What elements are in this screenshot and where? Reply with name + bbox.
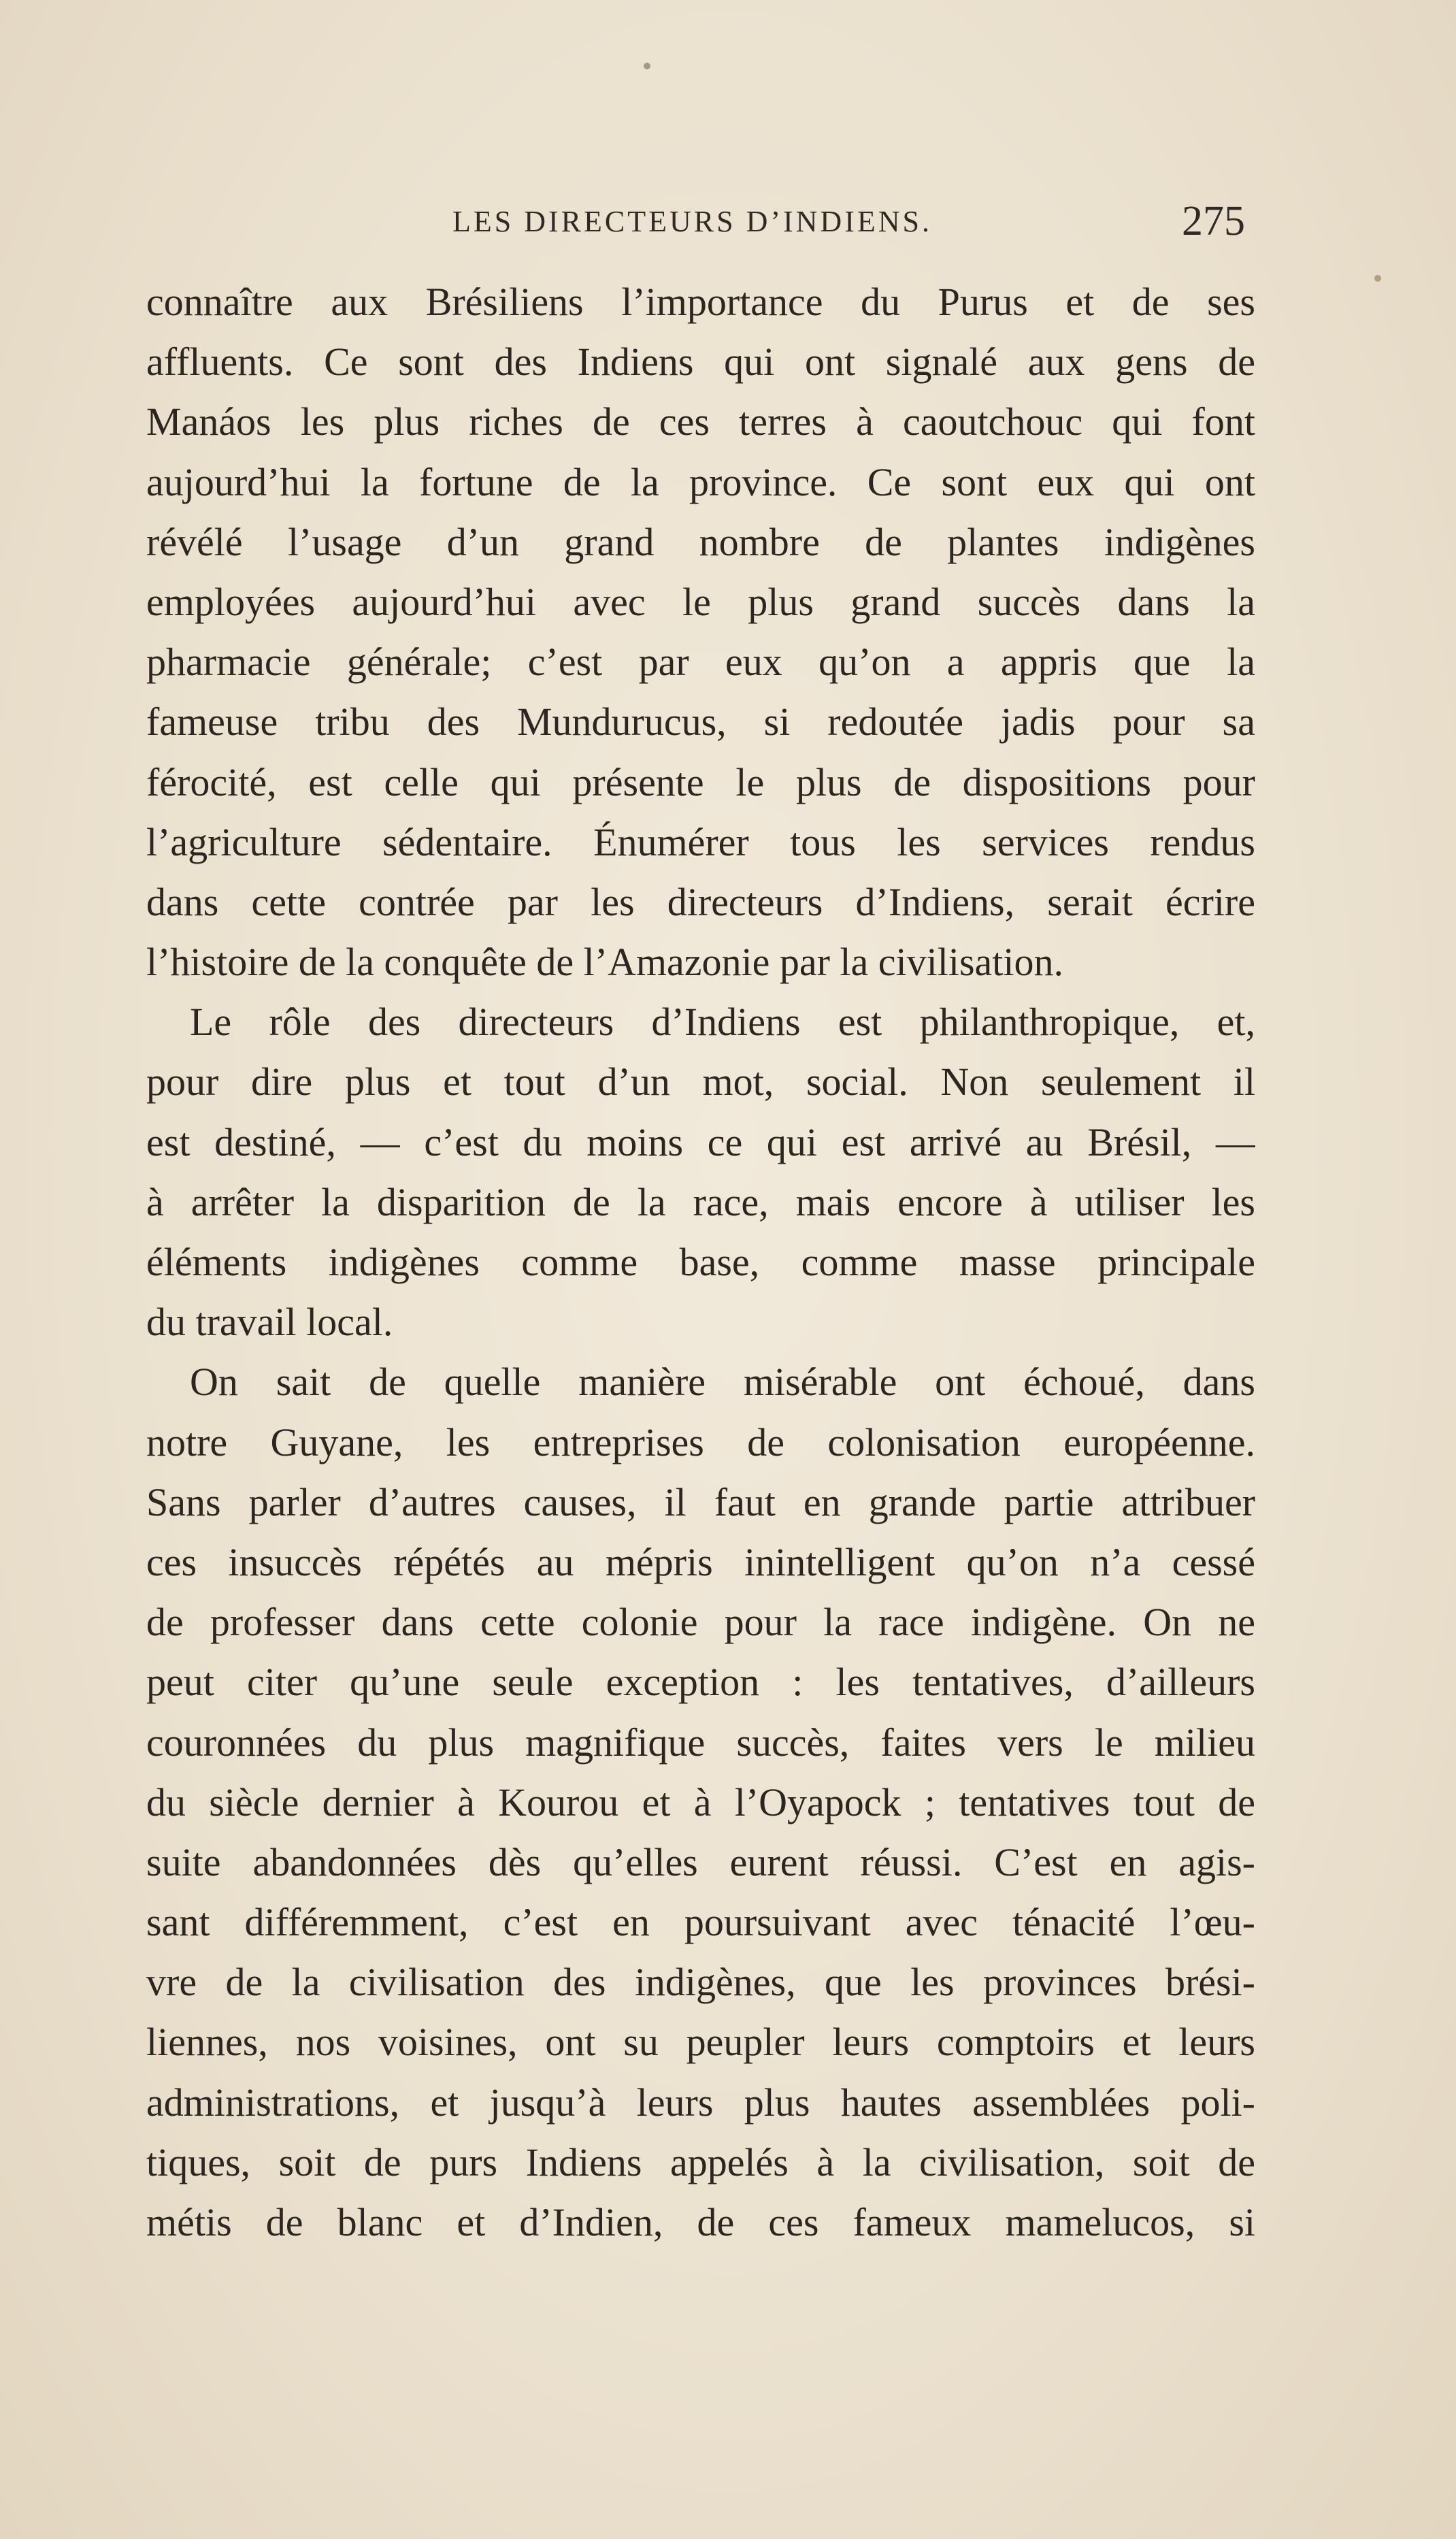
text-line: vre de la civilisation des indigènes, que les provinces brési- [146,1960,1255,2005]
text-line: férocité, est celle qui présente le plus de dispositions pour [146,759,1255,804]
text-line: pharmacie générale; c’est par eux qu’on a appris que la [146,640,1255,685]
text-line: notre Guyane, les entreprises de colonisation européenne. [146,1420,1255,1464]
text-line: affluents. Ce sont des Indiens qui ont signalé aux gens de [146,340,1255,384]
text-line: liennes, nos voisines, ont su peupler leurs comptoirs et leurs [146,2020,1255,2065]
page-header [146,197,1255,245]
text-line: l’histoire de la conquête de l’Amazonie par la civilisation. [146,940,1064,985]
ink-speck [644,63,650,69]
text-line: couronnées du plus magnifique succès, faites vers le milieu [146,1720,1255,1765]
text-line: Manáos les plus riches de ces terres à caoutchouc qui font [146,399,1255,444]
text-line: est destiné, — c’est du moins ce qui est arrivé au Brésil, — [146,1119,1255,1164]
text-line: aujourd’hui la fortune de la province. Ce sont eux qui ont [146,459,1255,504]
body-text [146,272,1255,2253]
text-line: peut citer qu’une seule exception : les tentatives, d’ailleurs [146,1660,1255,1705]
text-line: de professer dans cette colonie pour la race indigène. On ne [146,1600,1255,1645]
text-line: ces insuccès répétés au mépris inintelligent qu’on n’a cessé [146,1539,1255,1584]
text-line: révélé l’usage d’un grand nombre de plantes indigènes [146,519,1255,564]
page-number: 275 [1182,198,1245,244]
ink-speck [1374,275,1381,282]
text-line: à arrêter la disparition de la race, mais encore à utiliser les [146,1179,1255,1224]
text-line: fameuse tribu des Mundurucus, si redoutée jadis pour sa [146,700,1255,744]
text-line: pour dire plus et tout d’un mot, social. Non seulement il [146,1060,1255,1104]
text-line: suite abandonnées dès qu’elles eurent réussi. C’est en agis- [146,1839,1255,1884]
text-line: du travail local. [146,1300,393,1345]
text-line: l’agriculture sédentaire. Énumérer tous les services rendus [146,819,1255,864]
text-line: métis de blanc et d’Indien, de ces fameux mamelucos, si [146,2200,1255,2244]
text-line: On sait de quelle manière misérable ont échoué, dans [190,1360,1255,1405]
running-title: LES DIRECTEURS D’INDIENS. [452,205,932,238]
text-line: dans cette contrée par les directeurs d’Indiens, serait écrire [146,879,1255,924]
text-line: Sans parler d’autres causes, il faut en grande partie attribuer [146,1479,1255,1524]
text-line: du siècle dernier à Kourou et à l’Oyapock ; tentatives tout de [146,1780,1255,1824]
text-line: employées aujourd’hui avec le plus grand succès dans la [146,579,1255,624]
text-line: administrations, et jusqu’à leurs plus hautes assemblées poli- [146,2080,1255,2125]
text-line: éléments indigènes comme base, comme masse principale [146,1240,1255,1284]
text-line: connaître aux Brésiliens l’importance du Purus et de ses [146,280,1255,324]
text-line: tiques, soit de purs Indiens appelés à la civilisation, soit de [146,2140,1255,2184]
text-line: sant différemment, c’est en poursuivant avec ténacité l’œu- [146,1900,1255,1945]
text-line: Le rôle des directeurs d’Indiens est philanthropique, et, [190,1000,1255,1045]
